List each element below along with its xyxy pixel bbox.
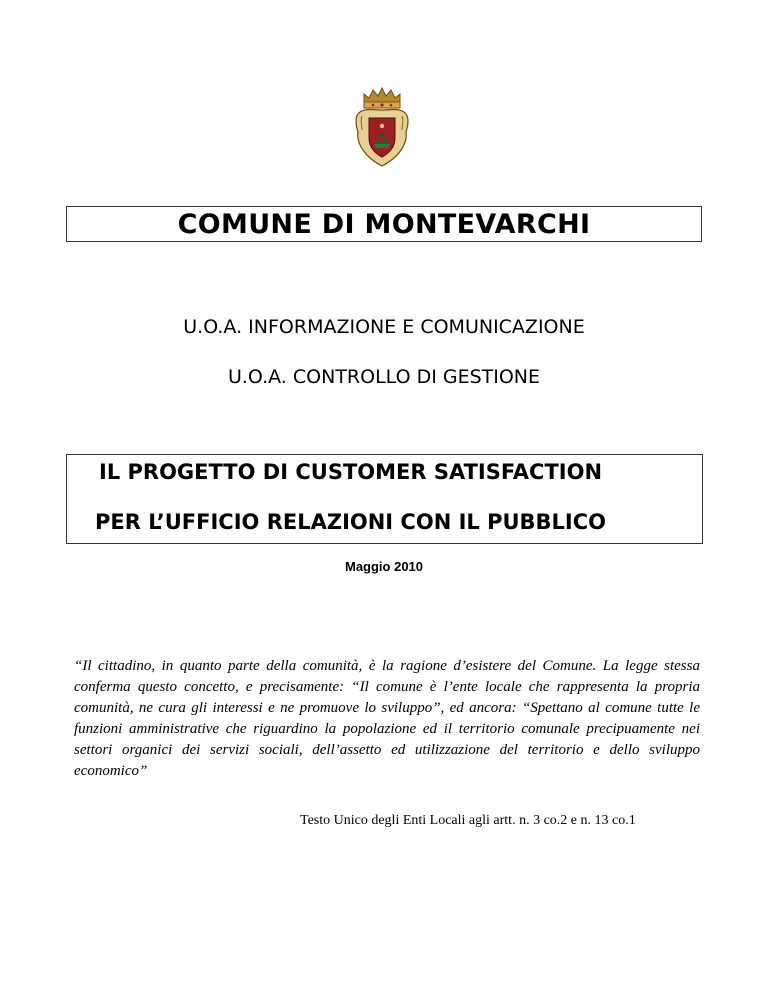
municipal-coat-of-arms-icon	[352, 86, 412, 170]
department-management-control: U.O.A. CONTROLLO DI GESTIONE	[227, 366, 541, 388]
project-title-line-1: IL PROGETTO DI CUSTOMER SATISFACTION	[99, 460, 603, 484]
project-title-line-2: PER L’UFFICIO RELAZIONI CON IL PUBBLICO	[95, 510, 607, 534]
title-frame	[66, 206, 702, 242]
legal-quote: “Il cittadino, in quanto parte della comunità, è la ragione d’esistere del Comune. La legge stessa conferma questo concetto, e precisamente: “Il comune è l’ente locale che rappresenta la propria comunità, ne cura gli interessi e ne promuove lo sviluppo”, ed ancora: “Spettano al comune tutte le funzioni amministrative che riguardino la popolazione ed il territorio comunale precipuamente nei settori organici dei servizi sociali, dell’assetto ed utilizzazione del territorio e dello sviluppo economico”	[74, 658, 700, 779]
document-date: Maggio 2010	[344, 559, 424, 574]
municipality-title: COMUNE DI MONTEVARCHI	[177, 208, 591, 240]
project-title-frame	[66, 454, 703, 544]
department-information: U.O.A. INFORMAZIONE E COMUNICAZIONE	[183, 316, 585, 338]
quote-citation: Testo Unico degli Enti Locali agli artt. n. 3 co.2 e n. 13 co.1	[300, 813, 636, 828]
